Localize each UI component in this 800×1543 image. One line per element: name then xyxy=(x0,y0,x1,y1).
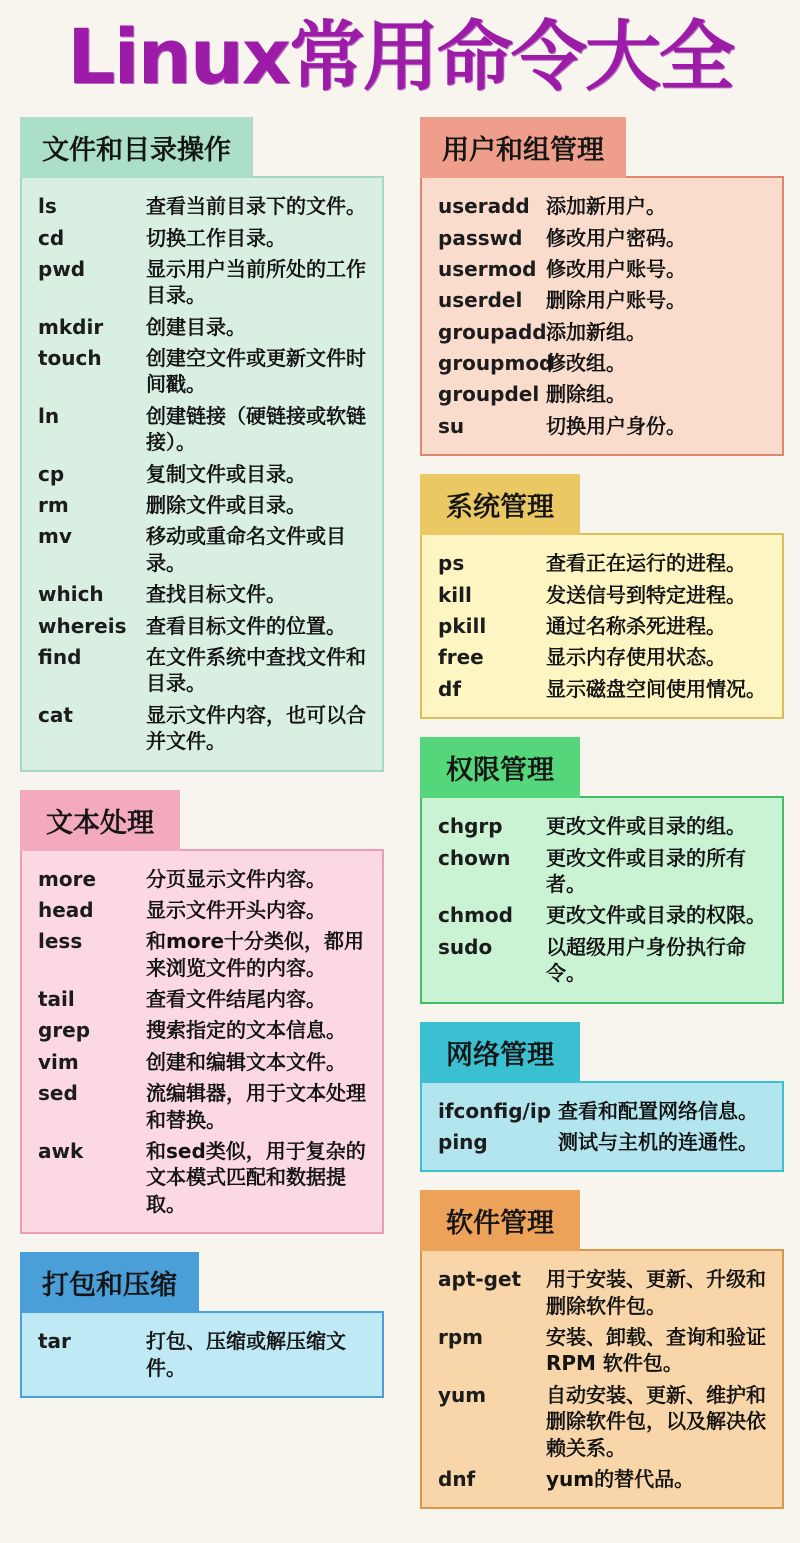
command-row xyxy=(38,403,370,456)
command-description: 查看目标文件的位置。 xyxy=(146,613,346,638)
section-file-dir-operations xyxy=(20,117,384,771)
command-description: 复制文件或目录。 xyxy=(146,461,306,486)
section-title: 系统管理 xyxy=(446,492,554,524)
command-description: 删除组。 xyxy=(546,382,626,407)
command-description: yum的替代品。 xyxy=(546,1467,695,1492)
command-name: tail xyxy=(38,987,75,1012)
command-list xyxy=(38,193,370,754)
command-row xyxy=(438,1266,770,1319)
command-row xyxy=(38,345,370,398)
command-description: 切换工作目录。 xyxy=(146,225,286,250)
command-row xyxy=(38,492,370,518)
command-name: pwd xyxy=(38,256,86,281)
command-name: cat xyxy=(38,702,73,727)
section-title: 打包和压缩 xyxy=(42,1270,177,1302)
command-name: ps xyxy=(438,551,465,576)
command-name: vim xyxy=(38,1049,79,1074)
command-row xyxy=(438,845,770,898)
command-description: 分页显示文件内容。 xyxy=(146,866,326,891)
command-description: 显示内存使用状态。 xyxy=(546,645,726,670)
section-header-tab xyxy=(420,1190,580,1251)
section-header-tab xyxy=(420,117,626,178)
command-row xyxy=(38,314,370,340)
command-row xyxy=(38,461,370,487)
command-row xyxy=(438,582,770,608)
command-description: 通过名称杀死进程。 xyxy=(546,614,726,639)
command-name: ping xyxy=(438,1129,488,1154)
command-name: head xyxy=(38,897,94,922)
section-user-group-management xyxy=(420,117,784,456)
command-name: groupadd xyxy=(438,319,547,344)
section-header-tab xyxy=(20,117,253,178)
command-name: tar xyxy=(38,1329,71,1354)
command-row xyxy=(438,1466,770,1492)
command-list xyxy=(438,1098,770,1156)
right-column xyxy=(420,117,784,1527)
page-title: Linux常用命令大全 xyxy=(67,12,733,101)
command-row xyxy=(38,702,370,755)
command-description: 搜索指定的文本信息。 xyxy=(146,1018,346,1043)
command-name: mv xyxy=(38,524,72,549)
command-description: 用于安装、更新、升级和删除软件包。 xyxy=(546,1267,766,1318)
command-list xyxy=(438,550,770,702)
command-name: groupdel xyxy=(438,382,540,407)
command-name: cd xyxy=(38,225,65,250)
command-description: 更改文件或目录的权限。 xyxy=(546,903,766,928)
command-name: su xyxy=(438,413,465,438)
command-description: 添加新用户。 xyxy=(546,194,666,219)
command-description: 移动或重命名文件或目录。 xyxy=(146,524,346,575)
command-description: 和more十分类似，都用来浏览文件的内容。 xyxy=(146,929,365,980)
command-description: 和sed类似，用于复杂的文本模式匹配和数据提取。 xyxy=(146,1139,366,1216)
command-name: kill xyxy=(438,582,472,607)
command-name: groupmod xyxy=(438,351,554,376)
section-body xyxy=(420,1249,784,1509)
command-row xyxy=(438,381,770,407)
command-name: pkill xyxy=(438,614,487,639)
command-name: whereis xyxy=(38,613,127,638)
command-name: mkdir xyxy=(38,314,104,339)
section-title: 用户和组管理 xyxy=(442,135,604,167)
command-row xyxy=(438,350,770,376)
columns xyxy=(20,117,780,1527)
command-name: ln xyxy=(38,403,60,428)
command-name: grep xyxy=(38,1018,91,1043)
command-description: 创建链接（硬链接或软链接）。 xyxy=(146,403,366,455)
command-row xyxy=(38,1049,370,1075)
section-body xyxy=(20,176,384,771)
command-row xyxy=(38,928,370,981)
command-row xyxy=(38,866,370,892)
command-description: 在文件系统中查找文件和目录。 xyxy=(146,644,366,696)
command-row xyxy=(38,1138,370,1217)
command-description: 修改用户密码。 xyxy=(546,225,686,250)
command-name: ls xyxy=(38,194,57,219)
command-description: 流编辑器，用于文本处理和替换。 xyxy=(146,1081,366,1132)
command-name: useradd xyxy=(438,194,530,219)
section-network-management xyxy=(420,1022,784,1173)
section-title: 文件和目录操作 xyxy=(42,135,231,167)
command-description: 更改文件或目录的组。 xyxy=(546,814,746,839)
command-name: rpm xyxy=(438,1325,484,1350)
section-title: 权限管理 xyxy=(446,755,554,787)
command-description: 删除文件或目录。 xyxy=(146,493,306,518)
command-description: 发送信号到特定进程。 xyxy=(546,582,746,607)
section-body xyxy=(420,796,784,1003)
section-title: 软件管理 xyxy=(446,1208,554,1240)
command-row xyxy=(438,225,770,251)
command-row xyxy=(38,897,370,923)
command-description: 查找目标文件。 xyxy=(146,582,286,607)
section-header-tab xyxy=(20,790,180,851)
command-description: 创建和编辑文本文件。 xyxy=(146,1049,346,1074)
command-row xyxy=(438,287,770,313)
section-archive-compress xyxy=(20,1252,384,1398)
command-description: 创建目录。 xyxy=(146,314,246,339)
command-row xyxy=(438,319,770,345)
command-row xyxy=(38,1328,370,1381)
command-row xyxy=(438,550,770,576)
command-row xyxy=(38,986,370,1012)
command-name: userdel xyxy=(438,288,523,313)
command-name: less xyxy=(38,929,83,954)
command-name: passwd xyxy=(438,225,523,250)
command-name: awk xyxy=(38,1139,84,1164)
section-body xyxy=(420,1081,784,1173)
command-description: 自动安装、更新、维护和删除软件包，以及解决依赖关系。 xyxy=(546,1382,766,1460)
command-description: 删除用户账号。 xyxy=(546,288,686,313)
command-row xyxy=(438,676,770,702)
left-column xyxy=(20,117,384,1416)
section-title: 网络管理 xyxy=(446,1039,554,1071)
command-name: df xyxy=(438,676,462,701)
command-name: more xyxy=(38,866,97,891)
command-name: usermod xyxy=(438,256,537,281)
command-list xyxy=(438,193,770,439)
command-row xyxy=(38,193,370,219)
command-description: 查看当前目录下的文件。 xyxy=(146,194,366,219)
command-description: 更改文件或目录的所有者。 xyxy=(546,845,746,896)
command-description: 打包、压缩或解压缩文件。 xyxy=(146,1329,346,1380)
command-description: 显示文件内容，也可以合并文件。 xyxy=(146,702,366,754)
command-description: 添加新组。 xyxy=(546,319,646,344)
command-row xyxy=(438,934,770,987)
command-row xyxy=(38,225,370,251)
command-row xyxy=(38,1080,370,1133)
command-row xyxy=(438,1382,770,1461)
command-name: dnf xyxy=(438,1467,476,1492)
command-row xyxy=(438,813,770,839)
command-row xyxy=(438,193,770,219)
command-row xyxy=(38,1017,370,1043)
command-description: 切换用户身份。 xyxy=(546,413,686,438)
command-name: apt-get xyxy=(438,1267,522,1292)
command-name: which xyxy=(38,582,104,607)
section-body xyxy=(20,1311,384,1398)
section-permission-management xyxy=(420,737,784,1003)
section-header-tab xyxy=(20,1252,199,1313)
command-name: find xyxy=(38,644,82,669)
command-row xyxy=(38,644,370,697)
command-row xyxy=(38,523,370,576)
command-name: sudo xyxy=(438,934,493,959)
command-row xyxy=(438,902,770,928)
command-name: touch xyxy=(38,346,102,371)
command-name: cp xyxy=(38,461,65,486)
section-header-tab xyxy=(420,474,580,535)
section-body xyxy=(420,176,784,456)
command-name: chown xyxy=(438,845,511,870)
command-row xyxy=(438,256,770,282)
command-description: 查看正在运行的进程。 xyxy=(546,551,746,576)
command-list xyxy=(38,1328,370,1381)
command-name: free xyxy=(438,645,484,670)
section-header-tab xyxy=(420,737,580,798)
command-name: chgrp xyxy=(438,814,503,839)
section-system-management xyxy=(420,474,784,719)
command-row xyxy=(438,613,770,639)
section-software-management xyxy=(420,1190,784,1509)
command-name: yum xyxy=(438,1382,487,1407)
command-description: 显示磁盘空间使用情况。 xyxy=(546,676,766,701)
command-list xyxy=(38,866,370,1218)
command-name: ifconfig/ip xyxy=(438,1098,552,1123)
command-description: 查看和配置网络信息。 xyxy=(558,1098,758,1123)
command-description: 修改用户账号。 xyxy=(546,256,686,281)
command-row xyxy=(438,644,770,670)
command-description: 创建空文件或更新文件时间戳。 xyxy=(146,346,366,397)
command-name: chmod xyxy=(438,903,513,928)
command-row xyxy=(438,413,770,439)
command-list xyxy=(438,813,770,986)
section-header-tab xyxy=(420,1022,580,1083)
command-description: 安装、卸载、查询和验证 RPM 软件包。 xyxy=(546,1325,766,1376)
section-body xyxy=(20,849,384,1235)
command-name: rm xyxy=(38,493,69,518)
section-title: 文本处理 xyxy=(46,807,154,839)
command-row xyxy=(38,581,370,607)
command-description: 显示用户当前所处的工作目录。 xyxy=(146,256,366,308)
command-description: 显示文件开头内容。 xyxy=(146,897,326,922)
command-row xyxy=(38,256,370,309)
command-name: sed xyxy=(38,1081,78,1106)
command-row xyxy=(438,1324,770,1377)
command-list xyxy=(438,1266,770,1492)
command-description: 查看文件结尾内容。 xyxy=(146,987,326,1012)
command-description: 测试与主机的连通性。 xyxy=(558,1129,758,1154)
command-row xyxy=(438,1098,770,1124)
section-body xyxy=(420,533,784,719)
command-row xyxy=(438,1129,770,1155)
section-text-processing xyxy=(20,790,384,1235)
command-description: 以超级用户身份执行命令。 xyxy=(546,934,746,986)
command-description: 修改组。 xyxy=(546,351,626,376)
command-row xyxy=(38,613,370,639)
